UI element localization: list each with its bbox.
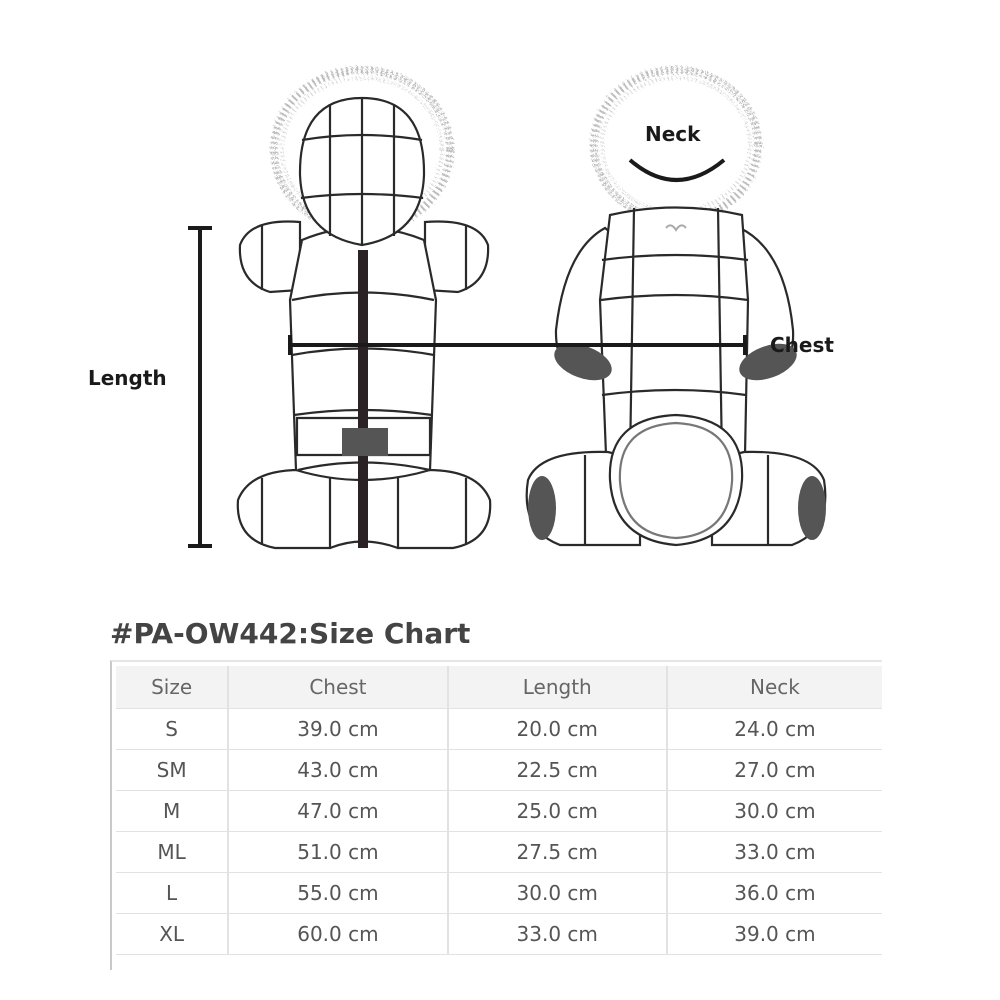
- cell-chest: 47.0 cm: [229, 791, 448, 832]
- neck-measure-curve: [630, 160, 724, 180]
- cell-length: 22.5 cm: [449, 750, 668, 791]
- size-chart-title: #PA-OW442:Size Chart: [110, 617, 471, 650]
- cell-chest: 55.0 cm: [229, 873, 448, 914]
- table-header-row: [116, 666, 882, 709]
- belt-patch: [342, 428, 388, 456]
- cell-chest: 60.0 cm: [229, 914, 448, 955]
- chest-label: Chest: [770, 333, 834, 357]
- header-neck: Neck: [668, 666, 882, 709]
- cell-neck: 24.0 cm: [668, 709, 882, 750]
- table-row: [116, 914, 882, 955]
- cell-size: XL: [116, 914, 229, 955]
- cell-length: 30.0 cm: [449, 873, 668, 914]
- cell-length: 20.0 cm: [449, 709, 668, 750]
- table-row: [116, 709, 882, 750]
- cell-length: 33.0 cm: [449, 914, 668, 955]
- header-size: Size: [116, 666, 229, 709]
- right-leg-cuff: [798, 476, 826, 540]
- cell-neck: 30.0 cm: [668, 791, 882, 832]
- neck-label: Neck: [645, 122, 701, 146]
- cell-chest: 43.0 cm: [229, 750, 448, 791]
- zipper: [358, 250, 368, 548]
- table-row: [116, 832, 882, 873]
- table-row: [116, 873, 882, 914]
- cell-neck: 33.0 cm: [668, 832, 882, 873]
- cell-size: M: [116, 791, 229, 832]
- cell-size: SM: [116, 750, 229, 791]
- size-chart: [110, 660, 882, 970]
- cell-chest: 51.0 cm: [229, 832, 448, 873]
- table-row: [116, 791, 882, 832]
- cell-chest: 39.0 cm: [229, 709, 448, 750]
- size-table: [116, 666, 882, 955]
- cell-size: L: [116, 873, 229, 914]
- cell-neck: 39.0 cm: [668, 914, 882, 955]
- cell-size: S: [116, 709, 229, 750]
- cell-length: 25.0 cm: [449, 791, 668, 832]
- length-label: Length: [88, 366, 167, 390]
- length-measure-line: [188, 228, 212, 546]
- cell-neck: 27.0 cm: [668, 750, 882, 791]
- header-length: Length: [449, 666, 668, 709]
- cell-length: 27.5 cm: [449, 832, 668, 873]
- left-leg-cuff: [528, 476, 556, 540]
- table-row: [116, 750, 882, 791]
- header-chest: Chest: [229, 666, 448, 709]
- cell-size: ML: [116, 832, 229, 873]
- cell-neck: 36.0 cm: [668, 873, 882, 914]
